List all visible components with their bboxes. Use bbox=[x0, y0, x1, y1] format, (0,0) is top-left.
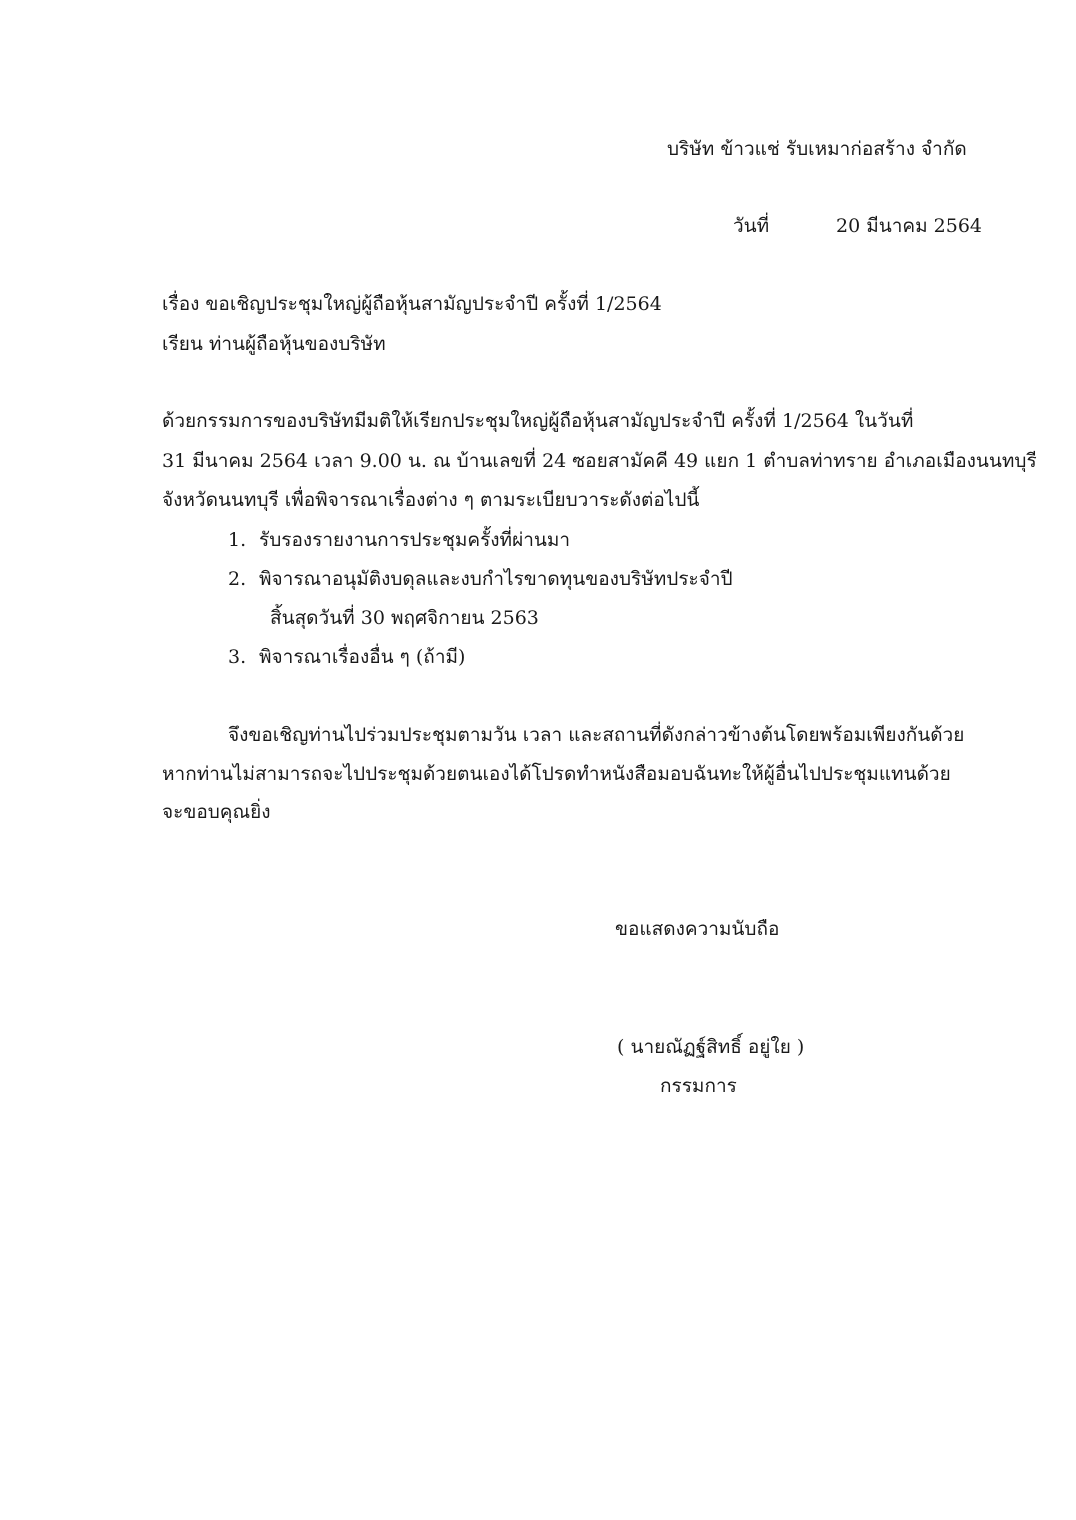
closing-line-1: จึงขอเชิญท่านไปร่วมประชุมตามวัน เวลา และสถานที่ดังกล่าวข้างต้นโดยพร้อมเพียงกันด้วย bbox=[228, 724, 965, 746]
body-paragraph-line-2: 31 มีนาคม 2564 เวลา 9.00 น. ณ บ้านเลขที่ 24 ซอยสามัคคี 49 แยก 1 ตำบลท่าทราย อำเภอเมืองนนทบุรี bbox=[162, 450, 1037, 472]
company-name: บริษัท ข้าวแช่ รับเหมาก่อสร้าง จำกัด bbox=[667, 138, 967, 160]
agenda-item-3-number: 3. bbox=[228, 646, 247, 668]
agenda-item-1-number: 1. bbox=[228, 529, 247, 551]
agenda-item-1-text: รับรองรายงานการประชุมครั้งที่ผ่านมา bbox=[259, 529, 571, 551]
signatory-title: กรรมการ bbox=[660, 1075, 737, 1097]
signatory-name: ( นายณัฏฐ์สิทธิ์ อยู่ใย ) bbox=[617, 1036, 805, 1058]
agenda-item-2-text: พิจารณาอนุมัติงบดุลและงบกำไรขาดทุนของบริษัทประจำปี bbox=[259, 568, 733, 590]
agenda-item-2-continuation: สิ้นสุดวันที่ 30 พฤศจิกายน 2563 bbox=[270, 607, 539, 629]
date-label: วันที่ bbox=[733, 215, 770, 237]
date-value: 20 มีนาคม 2564 bbox=[836, 215, 983, 237]
closing-line-2: หากท่านไม่สามารถจะไปประชุมด้วยตนเองได้โปรดทำหนังสือมอบฉันทะให้ผู้อื่นไปประชุมแทนด้วย bbox=[162, 763, 951, 785]
closing-line-3: จะขอบคุณยิ่ง bbox=[162, 801, 271, 823]
body-paragraph-line-3: จังหวัดนนทบุรี เพื่อพิจารณาเรื่องต่าง ๆ ตามระเบียบวาระดังต่อไปนี้ bbox=[162, 489, 700, 511]
subject-line: เรื่อง ขอเชิญประชุมใหญ่ผู้ถือหุ้นสามัญประจำปี ครั้งที่ 1/2564 bbox=[162, 293, 662, 315]
agenda-item-2-number: 2. bbox=[228, 568, 247, 590]
body-paragraph-line-1: ด้วยกรรมการของบริษัทมีมติให้เรียกประชุมใหญ่ผู้ถือหุ้นสามัญประจำปี ครั้งที่ 1/2564 ในวันที่ bbox=[162, 410, 914, 432]
salutation: ขอแสดงความนับถือ bbox=[615, 918, 780, 940]
agenda-item-3-text: พิจารณาเรื่องอื่น ๆ (ถ้ามี) bbox=[259, 646, 466, 668]
recipient-line: เรียน ท่านผู้ถือหุ้นของบริษัท bbox=[162, 333, 386, 355]
